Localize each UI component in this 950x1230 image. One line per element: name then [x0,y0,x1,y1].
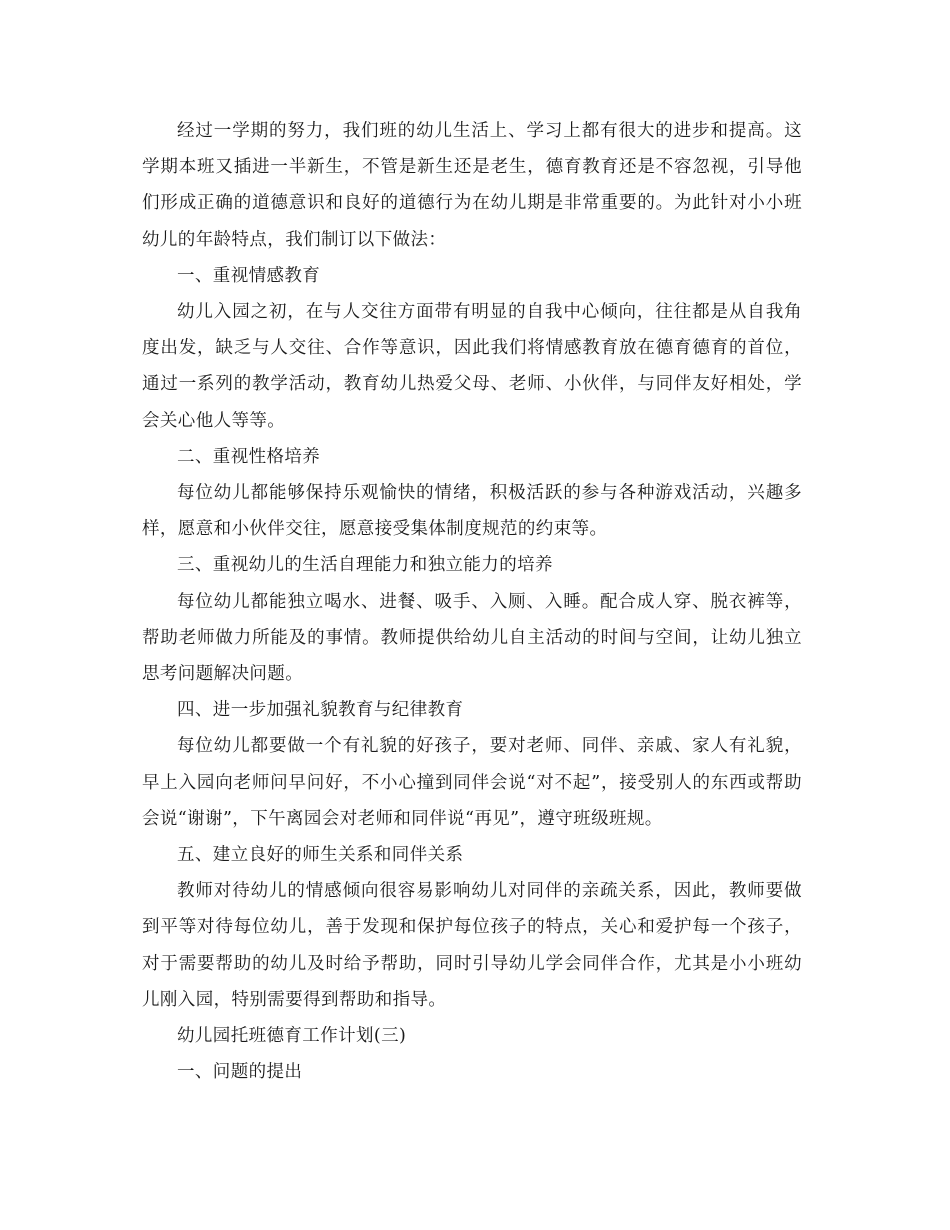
paragraph-manners: 每位幼儿都要做一个有礼貌的好孩子，要对老师、同伴、亲戚、家人有礼貌，早上入园向老师问早问好，不小心撞到同伴会说“对不起”，接受别人的东西或帮助会说“谢谢”，下午离园会对老师和同伴说“再见”，遵守班级班规。 [142,736,802,829]
section-heading-emotional-education: 一、重视情感教育 [177,265,321,286]
section-heading-manners: 四、进一步加强礼貌教育与纪律教育 [177,700,464,721]
section-heading-personality: 二、重视性格培养 [177,446,321,467]
paragraph-personality: 每位幼儿都能够保持乐观愉快的情绪，积极活跃的参与各种游戏活动，兴趣多样，愿意和小伙伴交往，愿意接受集体制度规范的约束等。 [142,483,802,540]
paragraph-emotional-education: 幼儿入园之初，在与人交往方面带有明显的自我中心倾向，往往都是从自我角度出发，缺乏与人交往、合作等意识，因此我们将情感教育放在德育德育的首位，通过一系列的教学活动，教育幼儿热爱父母、老师、小伙伴，与同伴友好相处，学会关心他人等等。 [142,302,802,431]
paragraph-intro: 经过一学期的努力，我们班的幼儿生活上、学习上都有很大的进步和提高。这学期本班又插进一半新生，不管是新生还是老生，德育教育还是不容忽视，引导他们形成正确的道德意识和良好的道德行为在幼儿期是非常重要的。为此针对小小班幼儿的年龄特点，我们制订以下做法： [142,121,802,250]
section-heading-problem: 一、问题的提出 [177,1062,303,1083]
section-heading-self-care: 三、重视幼儿的生活自理能力和独立能力的培养 [177,555,553,576]
document-body [142,113,802,1090]
document-subtitle-plan-three: 幼儿园托班德育工作计划(三) [177,1026,407,1047]
paragraph-self-care: 每位幼儿都能独立喝水、进餐、吸手、入厕、入睡。配合成人穿、脱衣裤等，帮助老师做力所能及的事情。教师提供给幼儿自主活动的时间与空间，让幼儿独立思考问题解决问题。 [142,591,802,685]
section-heading-relationships: 五、建立良好的师生关系和同伴关系 [177,845,464,866]
paragraph-relationships: 教师对待幼儿的情感倾向很容易影响幼儿对同伴的亲疏关系，因此，教师要做到平等对待每位幼儿，善于发现和保护每位孩子的特点，关心和爱护每一个孩子，对于需要帮助的幼儿及时给予帮助，同时引导幼儿学会同伴合作，尤其是小小班幼儿刚入园，特别需要得到帮助和指导。 [142,881,802,1010]
